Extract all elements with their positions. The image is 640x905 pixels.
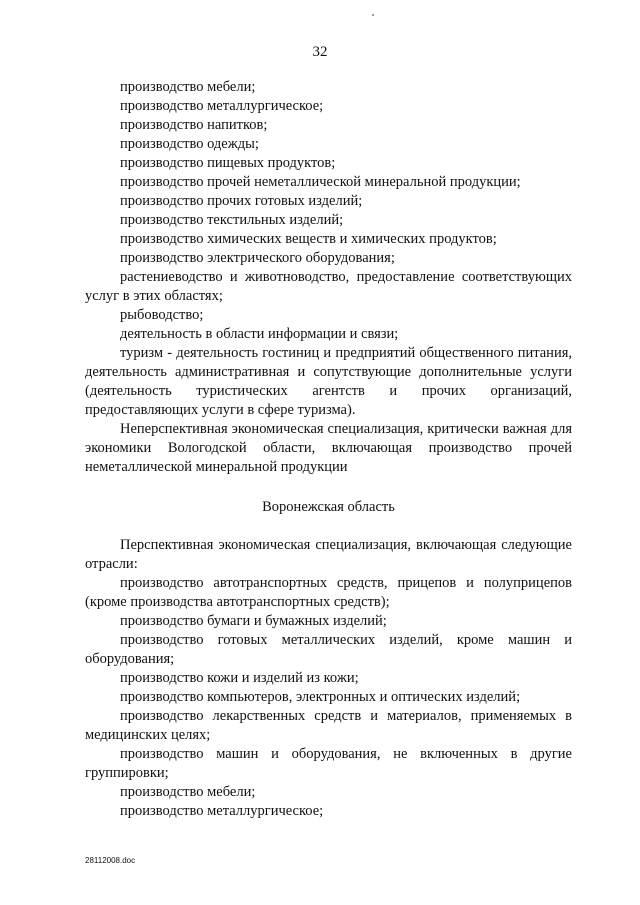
list-item: производство компьютеров, электронных и оптических изделий; [120,689,521,705]
list-item: производство лекарственных средств и материалов, применяемых в медицинских целях; [85,708,572,743]
scan-speck [372,14,374,16]
list-item: туризм - деятельность гостиниц и предприятий общественного питания, деятельность административная и сопутствующие дополнительные услуги (деятельность туристических агентств и прочих организаций, предоставляющих услуги в сфере туризма). [85,345,572,418]
list-item: производство напитков; [120,117,268,133]
list-item: деятельность в области информации и связи; [120,326,399,342]
list-item: рыбоводство; [120,307,204,323]
list-item: производство металлургическое; [120,98,324,114]
list-item: производство химических веществ и химических продуктов; [120,231,497,247]
list-item: производство машин и оборудования, не включенных в другие группировки; [85,746,572,781]
list-item: производство пищевых продуктов; [120,155,336,171]
page-number: 32 [312,44,328,60]
region-heading: Воронежская область [262,499,395,515]
list-item: производство мебели; [120,784,256,800]
paragraph: Неперспективная экономическая специализация, критически важная для экономики Вологодской области, включающая производство прочей неметаллической минеральной продукции [85,421,572,475]
list-item: производство готовых металлических изделий, кроме машин и оборудования; [85,632,572,667]
list-item: растениеводство и животноводство, предоставление соответствующих услуг в этих областях; [85,269,572,304]
list-item: производство металлургическое; [120,803,324,819]
list-item: производство мебели; [120,79,256,95]
list-item: производство электрического оборудования; [120,250,395,266]
list-item: производство одежды; [120,136,259,152]
paragraph: Перспективная экономическая специализация, включающая следующие отрасли: [85,537,572,572]
document-body [85,78,572,821]
list-item: производство прочей неметаллической минеральной продукции; [120,174,521,190]
list-item: производство бумаги и бумажных изделий; [120,613,387,629]
list-item: производство автотранспортных средств, прицепов и полуприцепов (кроме производства автотранспортных средств); [85,575,572,610]
list-item: производство прочих готовых изделий; [120,193,363,209]
list-item: производство кожи и изделий из кожи; [120,670,359,686]
file-name-footer: 28112008.doc [85,856,136,865]
list-item: производство текстильных изделий; [120,212,344,228]
